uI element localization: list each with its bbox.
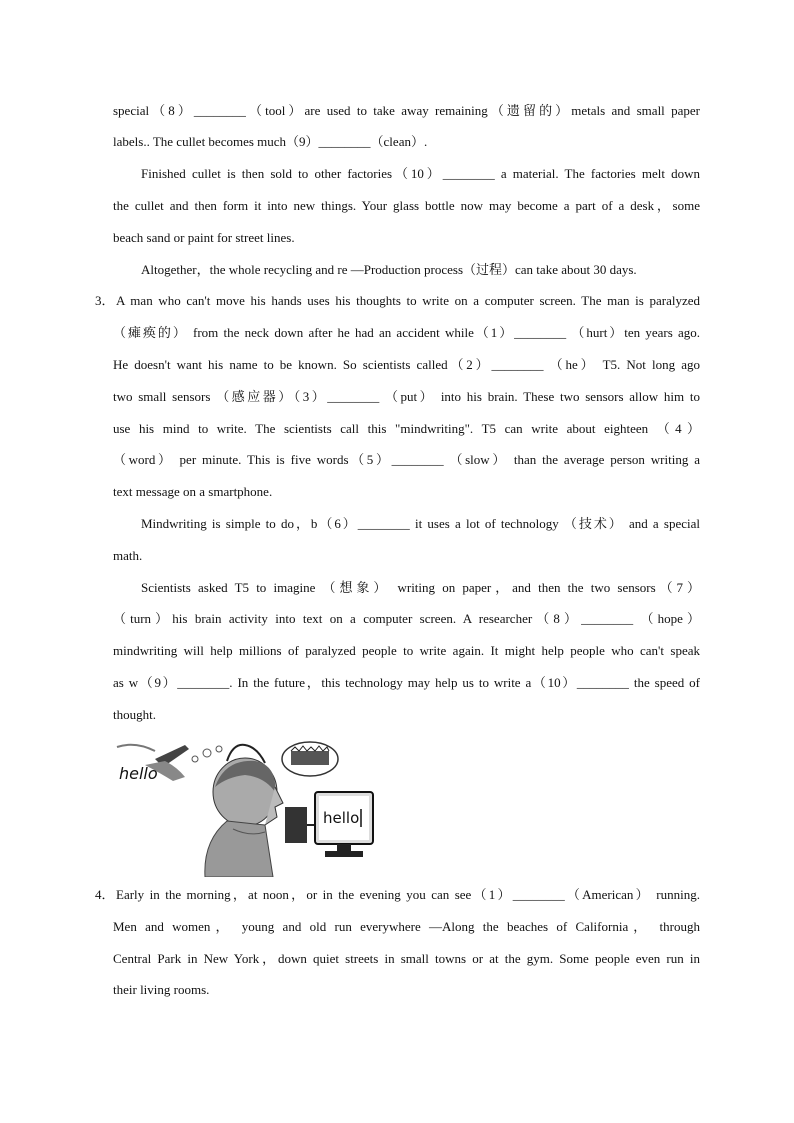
text-line: A man who can't move his hands uses his thoughts to write on a computer screen. The man is paralyzed bbox=[116, 293, 700, 308]
text-line: math. bbox=[113, 548, 143, 563]
text-line: （word） per minute. This is five words（5）________ （slow） than the average person writing a bbox=[113, 452, 700, 467]
text-line: use his mind to write. The scientists call this "mindwriting". T5 can write about eighteen （4） bbox=[113, 421, 700, 436]
text-line: text message on a smartphone. bbox=[113, 484, 273, 499]
text-line: （turn）his brain activity into text on a computer screen. A researcher（8）________ （hope） bbox=[113, 611, 700, 626]
text-line: their living rooms. bbox=[113, 982, 210, 997]
text-line: beach sand or paint for street lines. bbox=[113, 230, 295, 245]
text-line: labels.. The cullet becomes much（9）________（clean）. bbox=[113, 134, 428, 149]
text-line: Early in the morning，at noon，or in the evening you can see（1）________（American） running. bbox=[116, 887, 700, 902]
text-line: （瘫痪的） from the neck down after he had an accident while（1）________ （hurt）ten years ago. bbox=[113, 325, 700, 340]
text-line: mindwriting will help millions of paralyzed people to write again. It might help people who can't speak bbox=[113, 643, 700, 658]
text-line: Men and women， young and old run everywhere —Along the beaches of California， through bbox=[113, 919, 700, 934]
mindwriting-illustration bbox=[115, 737, 375, 877]
text-line: Mindwriting is simple to do，b（6）________ it uses a lot of technology （技术） and a special bbox=[141, 516, 700, 531]
text-line: two small sensors （感应器）（3）________ （put） into his brain. These two sensors allow him to bbox=[113, 389, 700, 404]
text-line: Central Park in New York，down quiet streets in small towns or at the gym. Some people even run in bbox=[113, 951, 700, 966]
text-line: Altogether，the whole recycling and re —Production process（过程）can take about 30 days. bbox=[141, 262, 637, 277]
text-line: Finished cullet is then sold to other factories（10）________ a material. The factories melt down bbox=[141, 166, 700, 181]
text-line: as w（9）________. In the future，this technology may help us to write a（10）________ the speed of bbox=[113, 675, 700, 690]
text-line: He doesn't want his name to be known. So scientists called（2）________ （he） T5. Not long ago bbox=[113, 357, 700, 372]
text-line: special（8）________（tool）are used to take away remaining（遗留的）metals and small paper bbox=[113, 103, 700, 118]
text-line: the cullet and then form it into new things. Your glass bottle now may become a part of a desk，some bbox=[113, 198, 700, 213]
text-line: thought. bbox=[113, 707, 156, 722]
screen-text: hello bbox=[323, 809, 360, 827]
question-number: 4． bbox=[95, 887, 115, 902]
handwriting-text: hello bbox=[119, 764, 158, 783]
question-number: 3． bbox=[95, 293, 115, 308]
text-line: Scientists asked T5 to imagine （想象） writing on paper，and then the two sensors（7） bbox=[141, 580, 700, 595]
